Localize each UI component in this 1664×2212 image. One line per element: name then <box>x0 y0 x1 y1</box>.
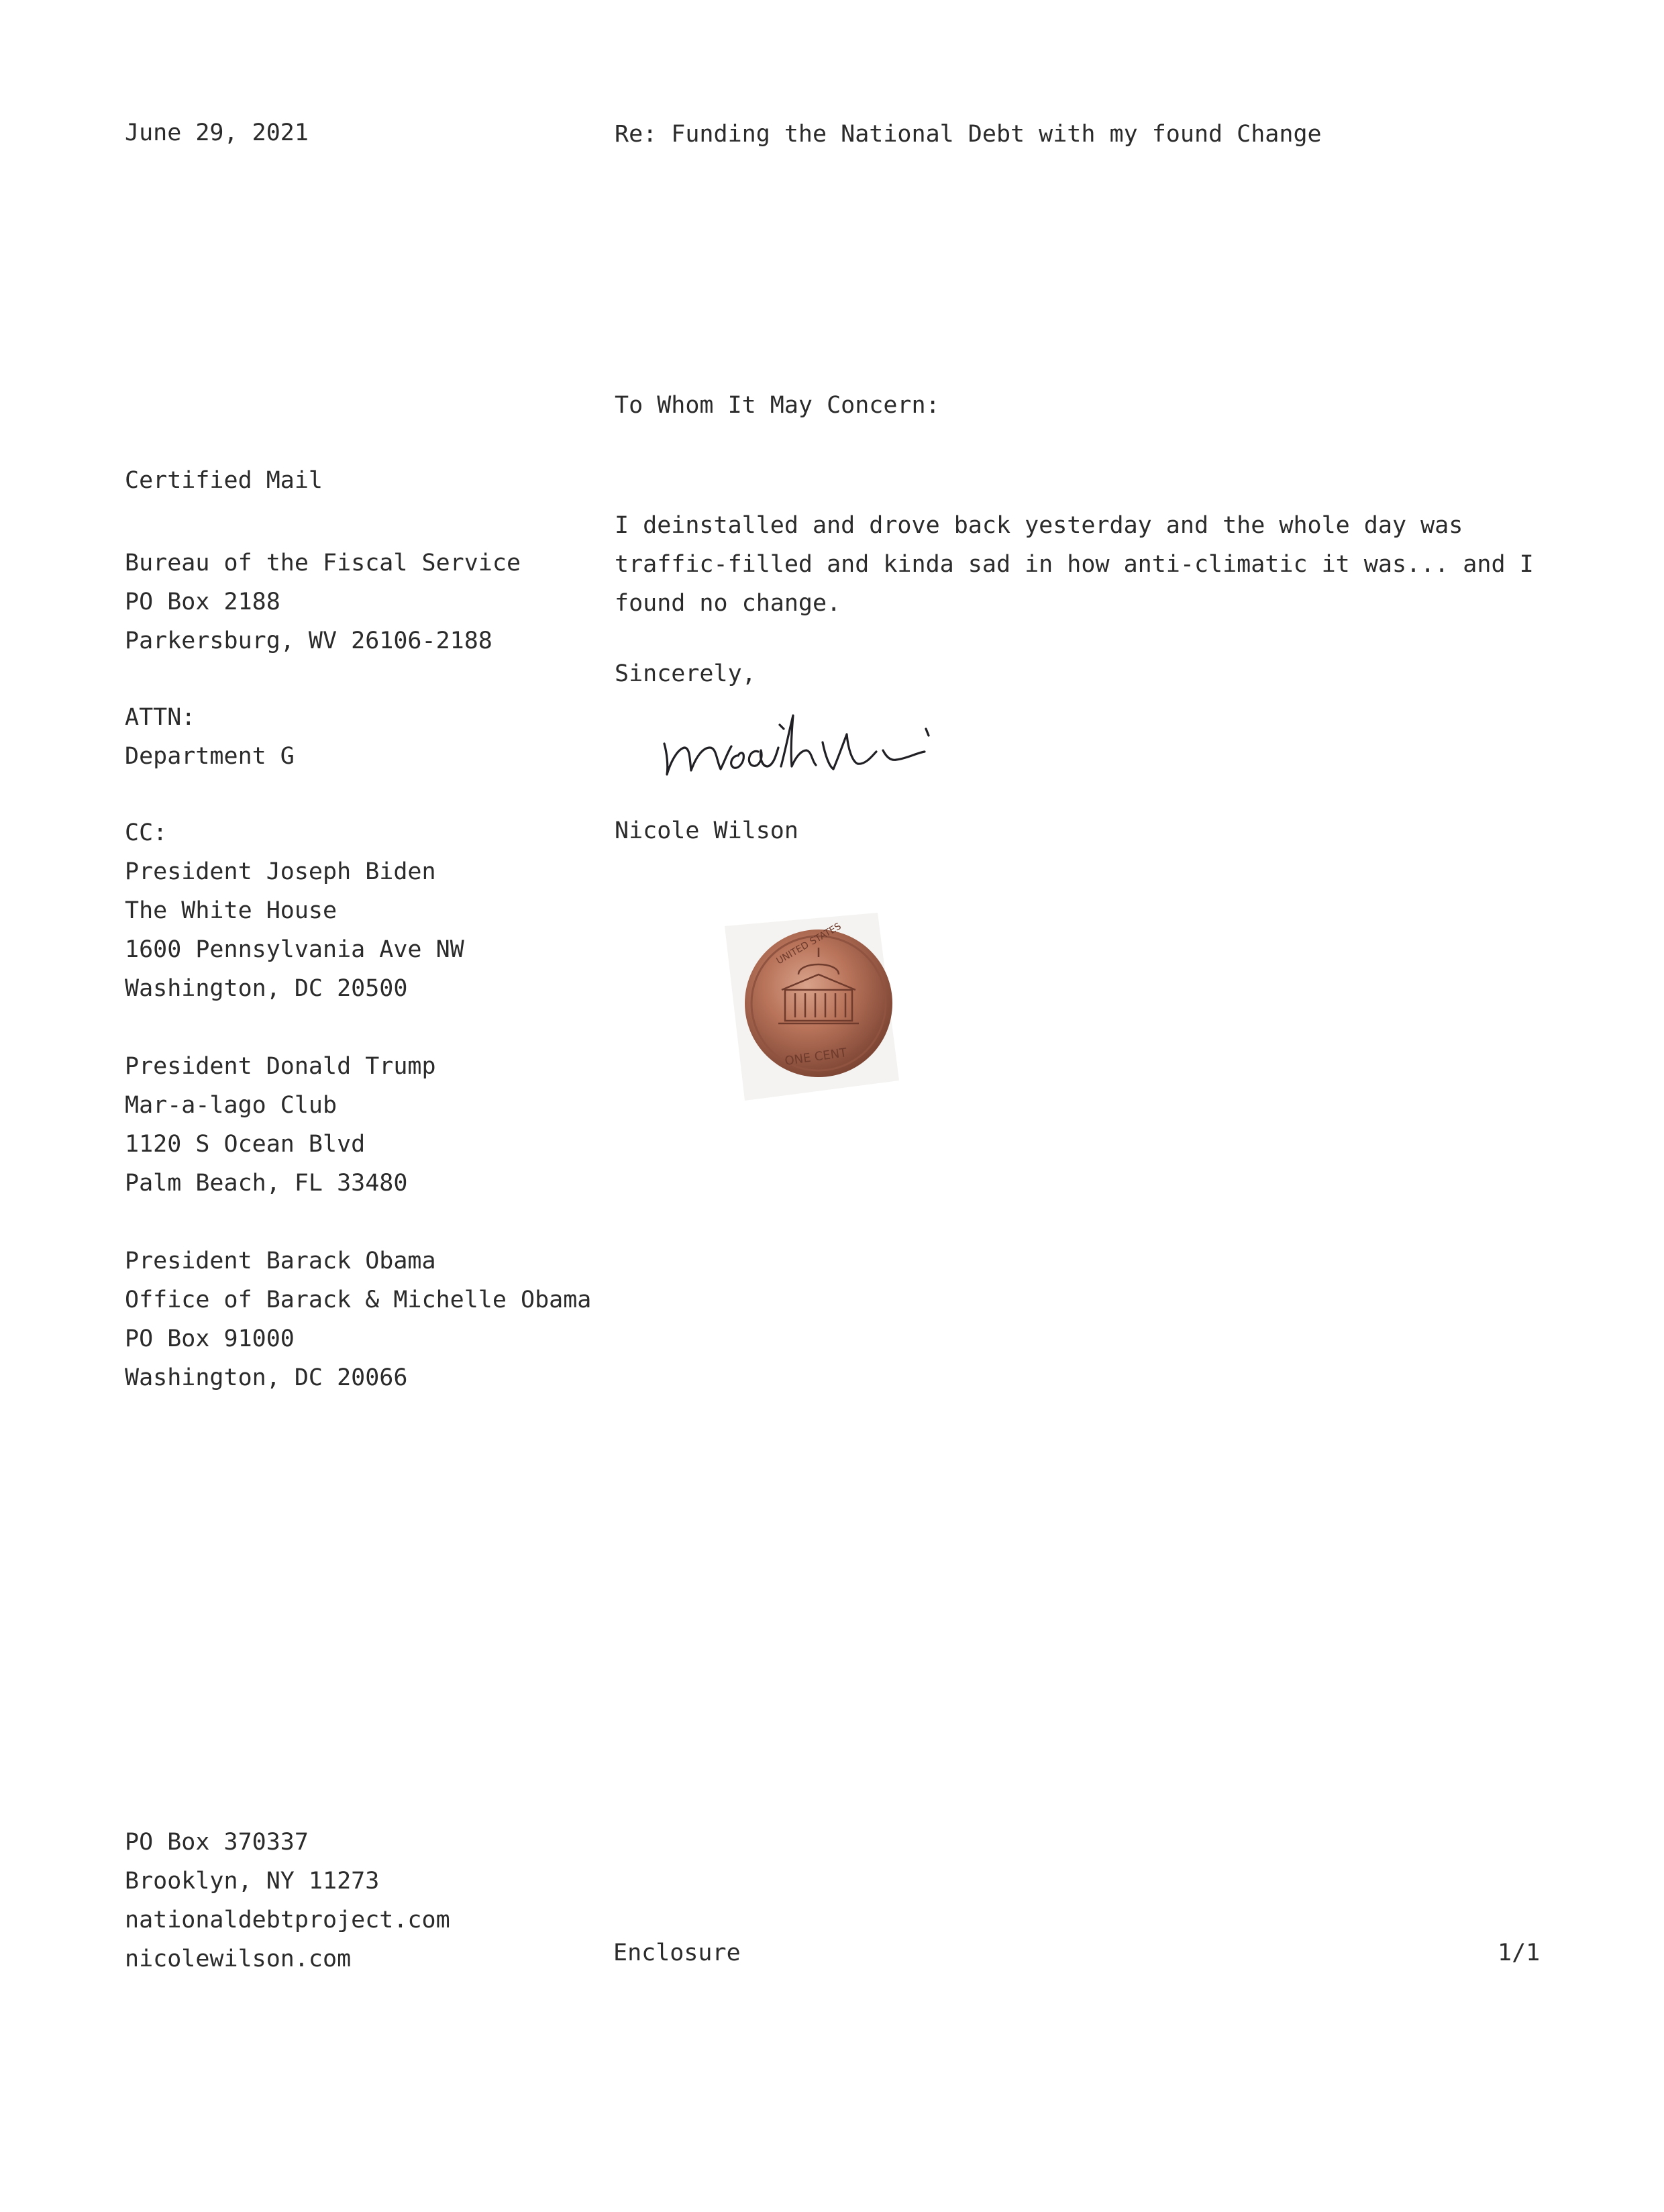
letter-subject: Re: Funding the National Debt with my found Change <box>615 121 1322 148</box>
recipient-line: Parkersburg, WV 26106-2188 <box>125 627 492 654</box>
letter-body <box>615 506 1534 623</box>
cc-line: Office of Barack & Michelle Obama <box>125 1287 592 1313</box>
sender-address <box>125 1823 450 1978</box>
cc-label: CC: <box>125 819 168 846</box>
cc-recipient-trump <box>125 1047 591 1203</box>
cc-line: President Joseph Biden <box>125 858 436 885</box>
attn-value: Department G <box>125 743 295 770</box>
recipient-line: PO Box 2188 <box>125 589 280 615</box>
svg-text:ONE CENT: ONE CENT <box>784 1046 848 1068</box>
body-line: traffic-filled and kinda sad in how anti-climatic it was... and I <box>615 551 1534 578</box>
cc-line: Mar-a-lago Club <box>125 1092 337 1119</box>
penny-coin-icon <box>698 899 913 1114</box>
sender-website: nationaldebtproject.com <box>125 1907 450 1933</box>
signer-name: Nicole Wilson <box>615 817 798 844</box>
closing: Sincerely, <box>615 660 756 687</box>
sender-website: nicolewilson.com <box>125 1946 352 1972</box>
cc-recipient-biden <box>125 852 591 1008</box>
enclosure-note: Enclosure <box>613 1940 741 1966</box>
cc-line: 1120 S Ocean Blvd <box>125 1131 366 1158</box>
sender-line: Brooklyn, NY 11273 <box>125 1868 380 1895</box>
cc-line: President Donald Trump <box>125 1053 436 1080</box>
sender-line: PO Box 370337 <box>125 1829 309 1856</box>
cc-line: Palm Beach, FL 33480 <box>125 1170 408 1197</box>
salutation: To Whom It May Concern: <box>615 392 940 419</box>
cc-line: The White House <box>125 897 337 924</box>
svg-text:UNITED STATES: UNITED STATES <box>774 921 843 967</box>
cc-line: President Barack Obama <box>125 1248 436 1274</box>
cc-line: PO Box 91000 <box>125 1325 295 1352</box>
letter-date: June 29, 2021 <box>125 119 309 146</box>
page-number: 1/1 <box>1498 1940 1541 1966</box>
body-line: I deinstalled and drove back yesterday and the whole day was <box>615 512 1463 539</box>
cc-block <box>125 813 591 1397</box>
cc-line: Washington, DC 20066 <box>125 1364 408 1391</box>
mailing-method: Certified Mail <box>125 467 323 494</box>
recipient-line: Bureau of the Fiscal Service <box>125 550 521 576</box>
attn-block <box>125 698 295 776</box>
recipient-address <box>125 544 521 660</box>
handwritten-signature-icon <box>658 691 973 785</box>
cc-line: Washington, DC 20500 <box>125 975 408 1002</box>
body-line: found no change. <box>615 590 841 617</box>
cc-line: 1600 Pennsylvania Ave NW <box>125 936 464 963</box>
attn-label: ATTN: <box>125 704 196 731</box>
cc-recipient-obama <box>125 1242 591 1397</box>
